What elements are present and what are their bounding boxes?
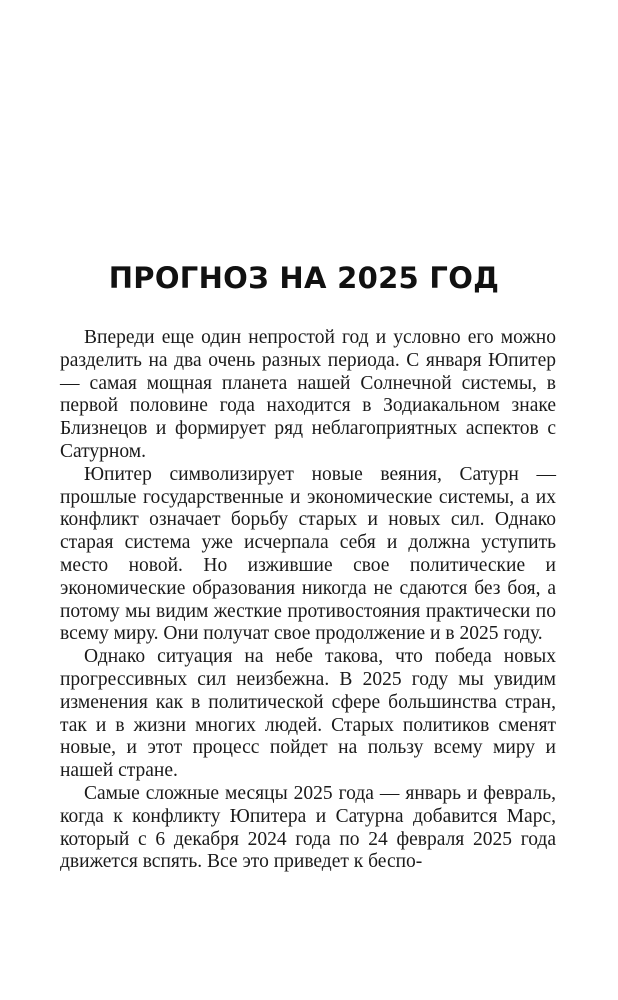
- paragraph: Самые сложные месяцы 2025 года — январь и февраль, когда к конфликту Юпитера и Сатурна добавится Марс, который с 6 декабря 2024 года по 24 февраля 2025 года движется вспять. Все это приведет к беспо-: [60, 782, 556, 873]
- chapter-heading: ПРОГНОЗ НА 2025 ГОД: [108, 261, 500, 295]
- paragraph: Юпитер символизирует новые веяния, Сатурн — прошлые государственные и экономические системы, а их конфликт означает борьбу старых и новых сил. Однако старая система уже исчерпала себя и должна уступить место новой. Но изжившие свое политические и экономические образования никогда не сдаются без боя, а потому мы видим жесткие противостояния практически по всему миру. Они получат свое продолжение и в 2025 году.: [60, 463, 556, 645]
- paragraph: Однако ситуация на небе такова, что победа новых прогрессивных сил неизбежна. В 2025 году мы увидим изменения как в политической сфере большинства стран, так и в жизни многих людей. Старых политиков сменят новые, и этот процесс пойдет на пользу всему миру и нашей стране.: [60, 646, 556, 782]
- body-text: [60, 327, 556, 874]
- paragraph: Впереди еще один непростой год и условно его можно разделить на два очень разных периода. С января Юпитер — самая мощная планета нашей Солнечной системы, в первой половине года находится в Зодиакальном знаке Близнецов и формирует ряд неблагоприятных аспектов с Сатурном.: [60, 327, 556, 462]
